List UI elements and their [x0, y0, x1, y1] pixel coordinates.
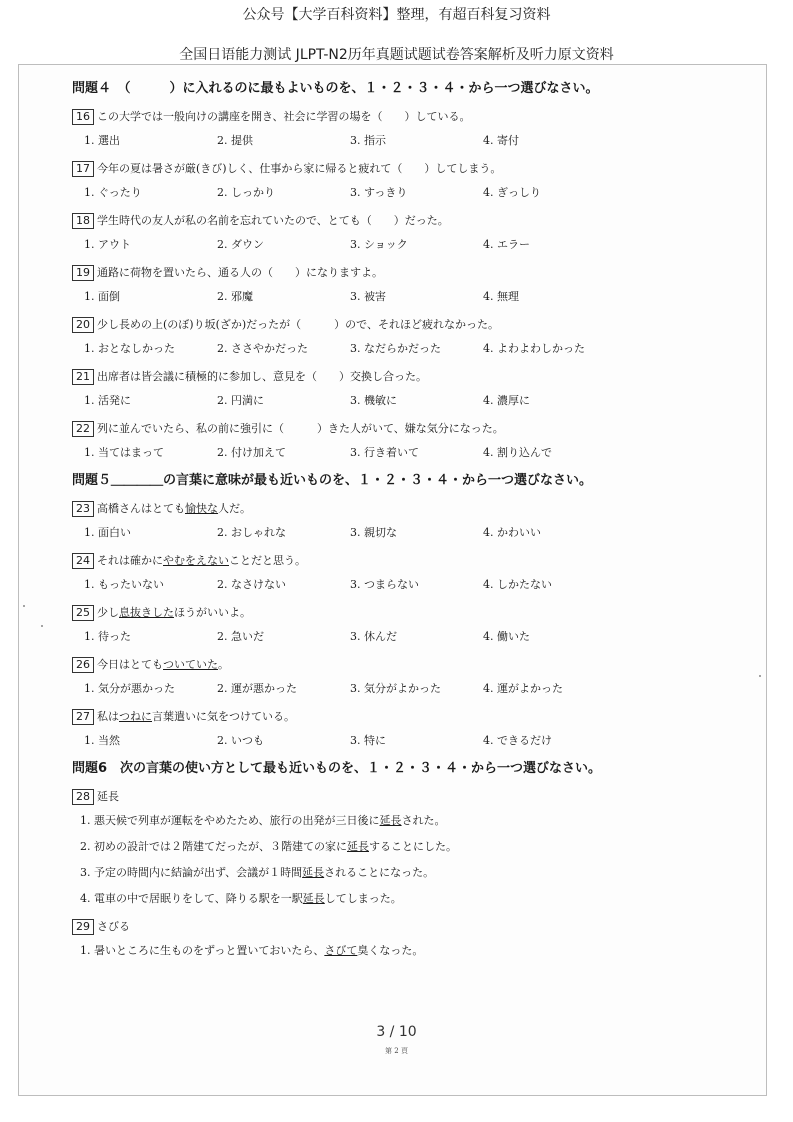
answer-option[interactable]: 2. しっかり: [217, 186, 275, 199]
question-text: 言葉遣いに気をつけている。: [152, 710, 295, 723]
answer-option[interactable]: 1. 活発に: [84, 394, 131, 407]
answer-option[interactable]: 2. 提供: [217, 134, 253, 147]
question-text: 今日はとても: [97, 658, 163, 671]
question-number: 20: [72, 317, 94, 333]
answer-option[interactable]: 3. 指示: [350, 134, 386, 147]
answer-option[interactable]: 4. 働いた: [483, 630, 530, 643]
usage-option[interactable]: [72, 862, 712, 888]
question-number: 26: [72, 657, 94, 673]
answer-option[interactable]: 4. できるだけ: [483, 734, 552, 747]
question-number: 24: [72, 553, 94, 569]
question: [72, 312, 712, 364]
question: [72, 260, 712, 312]
answer-option[interactable]: 1. 選出: [84, 134, 120, 147]
sentence-text: 3. 予定の時間内に結論が出ず、会議が１時間: [80, 866, 303, 879]
answer-option[interactable]: 4. 運がよかった: [483, 682, 563, 695]
underlined-word: 延長: [379, 814, 402, 827]
answer-option[interactable]: 3. ショック: [350, 238, 408, 251]
answer-option[interactable]: 3. 休んだ: [350, 630, 397, 643]
answer-option[interactable]: 4. 割り込んで: [483, 446, 552, 459]
target-word: 延長: [97, 790, 119, 803]
answer-option[interactable]: 1. 当てはまって: [84, 446, 164, 459]
answer-option[interactable]: 1. 当然: [84, 734, 120, 747]
scan-speck: [41, 625, 43, 627]
page-indicator: 3 / 10: [376, 1024, 417, 1040]
answer-option[interactable]: 3. 親切な: [350, 526, 397, 539]
question-number: 17: [72, 161, 94, 177]
answer-option[interactable]: 3. つまらない: [350, 578, 419, 591]
question: [72, 652, 712, 704]
page-label: 第 2 頁: [385, 1047, 408, 1055]
usage-question: [72, 914, 712, 966]
scan-speck: [759, 675, 761, 677]
question-text: 学生時代の友人が私の名前を忘れていたので、とても（ ）だった。: [97, 214, 449, 227]
question-number: 27: [72, 709, 94, 725]
answer-option[interactable]: 2. ダウン: [217, 238, 264, 251]
question-text: ほうがいいよ。: [174, 606, 251, 619]
answer-option[interactable]: 1. 気分が悪かった: [84, 682, 175, 695]
question: [72, 416, 712, 468]
section-title: 問題５＿＿＿＿の言葉に意味が最も近いものを、１・２・３・４・から一つ選びなさい。: [72, 473, 593, 488]
question: [72, 548, 712, 600]
answer-option[interactable]: 2. 急いだ: [217, 630, 264, 643]
section-title: 問題6 次の言葉の使い方として最も近いものを、１・２・３・４・から一つ選びなさい。: [72, 761, 602, 776]
answer-option[interactable]: 2. 円満に: [217, 394, 264, 407]
sentence-text: 1. 暑いところに生ものをずっと置いておいたら、: [80, 944, 325, 957]
usage-option[interactable]: [72, 810, 712, 836]
answer-option[interactable]: 2. おしゃれな: [217, 526, 286, 539]
question-number: 19: [72, 265, 94, 281]
question-number: 25: [72, 605, 94, 621]
usage-option[interactable]: [72, 940, 712, 966]
underlined-word: 息抜きした: [119, 606, 174, 619]
sentence-text: 臭くなった。: [357, 944, 424, 957]
answer-option[interactable]: 1. もったいない: [84, 578, 164, 591]
question-number: 16: [72, 109, 94, 125]
header-line-1: 公众号【大学百科资料】整理，有超百科复习资料: [242, 7, 551, 23]
answer-option[interactable]: 2. いつも: [217, 734, 264, 747]
underlined-word: 延長: [302, 892, 325, 905]
answer-option[interactable]: 4. エラー: [483, 238, 530, 251]
usage-option[interactable]: [72, 888, 712, 914]
scan-speck: [23, 605, 25, 607]
exam-content: [72, 76, 712, 966]
answer-option[interactable]: 1. ぐったり: [84, 186, 142, 199]
underlined-word: 愉快な: [185, 502, 218, 515]
answer-option[interactable]: 4. 濃厚に: [483, 394, 530, 407]
question-text: 高橋さんはとても: [97, 502, 185, 515]
sentence-text: することにした。: [369, 840, 457, 853]
question-text: 少し長めの上(のぼ)り坂(ざか)だったが（ ）ので、それほど疲れなかった。: [97, 318, 499, 331]
question-text: ことだと思う。: [229, 554, 306, 567]
question-text: 。: [218, 658, 229, 671]
answer-option[interactable]: 2. ささやかだった: [217, 342, 308, 355]
underlined-word: ついていた: [163, 658, 218, 671]
answer-option[interactable]: 4. 無理: [483, 290, 519, 303]
question: [72, 364, 712, 416]
answer-option[interactable]: 1. 面白い: [84, 526, 131, 539]
question-number: 18: [72, 213, 94, 229]
answer-option[interactable]: 3. 機敏に: [350, 394, 397, 407]
answer-option[interactable]: 3. 特に: [350, 734, 386, 747]
question-text: 出席者は皆会議に積極的に参加し、意見を（ ）交換し合った。: [97, 370, 427, 383]
underlined-word: 延長: [347, 840, 369, 853]
sentence-text: してしまった。: [324, 892, 402, 905]
question-text: この大学では一般向けの講座を開き、社会に学習の場を（ ）している。: [97, 110, 471, 123]
question-text: 通路に荷物を置いたら、通る人の（ ）になりますよ。: [97, 266, 383, 279]
sentence-text: されることになった。: [324, 866, 435, 879]
sentence-text: 2. 初めの設計では２階建てだったが、３階建ての家に: [80, 840, 347, 853]
answer-option[interactable]: 3. なだらかだった: [350, 342, 441, 355]
underlined-word: つねに: [119, 710, 152, 723]
answer-option[interactable]: 3. すっきり: [350, 186, 408, 199]
answer-option[interactable]: 1. アウト: [84, 238, 131, 251]
question: [72, 208, 712, 260]
underlined-word: やむをえない: [163, 554, 229, 567]
answer-option[interactable]: 3. 気分がよかった: [350, 682, 441, 695]
question-text: 今年の夏は暑さが厳(きび)しく、仕事から家に帰ると疲れて（ ）してしまう。: [97, 162, 502, 175]
question-number: 23: [72, 501, 94, 517]
question-text: それは確かに: [97, 554, 163, 567]
section-title: 問題４ （ ）に入れるのに最もよいものを、１・２・３・４・から一つ選びなさい。: [72, 81, 599, 96]
question: [72, 704, 712, 756]
underlined-word: さびて: [324, 944, 358, 957]
target-word: さびる: [97, 920, 130, 933]
question-number: 29: [72, 919, 94, 935]
answer-option[interactable]: 4. しかたない: [483, 578, 552, 591]
answer-option[interactable]: 2. 付け加えて: [217, 446, 286, 459]
question-number: 28: [72, 789, 94, 805]
answer-option[interactable]: 2. 運が悪かった: [217, 682, 297, 695]
answer-option[interactable]: 2. 邪魔: [217, 290, 253, 303]
underlined-word: 延長: [302, 866, 325, 879]
question: [72, 156, 712, 208]
question-text: 列に並んでいたら、私の前に強引に（ ）きた人がいて、嫌な気分になった。: [97, 422, 504, 435]
question: [72, 600, 712, 652]
usage-question: [72, 784, 712, 914]
sentence-text: 4. 電車の中で居眠りをして、降りる駅を一駅: [80, 892, 303, 905]
question-number: 21: [72, 369, 94, 385]
question-text: 人だ。: [218, 502, 251, 515]
header-line-2: 全国日语能力测试 JLPT-N2历年真题试题试卷答案解析及听力原文资料: [179, 47, 614, 63]
question-number: 22: [72, 421, 94, 437]
sentence-text: 1. 悪天候で列車が運転をやめたため、旅行の出発が三日後に: [80, 814, 380, 827]
answer-option[interactable]: 3. 行き着いて: [350, 446, 419, 459]
answer-option[interactable]: 4. よわよわしかった: [483, 342, 585, 355]
answer-option[interactable]: 4. ぎっしり: [483, 186, 541, 199]
answer-option[interactable]: 4. かわいい: [483, 526, 541, 539]
answer-option[interactable]: 4. 寄付: [483, 134, 519, 147]
answer-option[interactable]: 1. 待った: [84, 630, 131, 643]
question: [72, 104, 712, 156]
answer-option[interactable]: 1. おとなしかった: [84, 342, 175, 355]
sentence-text: された。: [401, 814, 446, 827]
usage-option[interactable]: [72, 836, 712, 862]
question-text: 私は: [97, 710, 119, 723]
answer-option[interactable]: 3. 被害: [350, 290, 386, 303]
answer-option[interactable]: 2. なさけない: [217, 578, 286, 591]
question-text: 少し: [97, 606, 119, 619]
question: [72, 496, 712, 548]
answer-option[interactable]: 1. 面倒: [84, 290, 120, 303]
